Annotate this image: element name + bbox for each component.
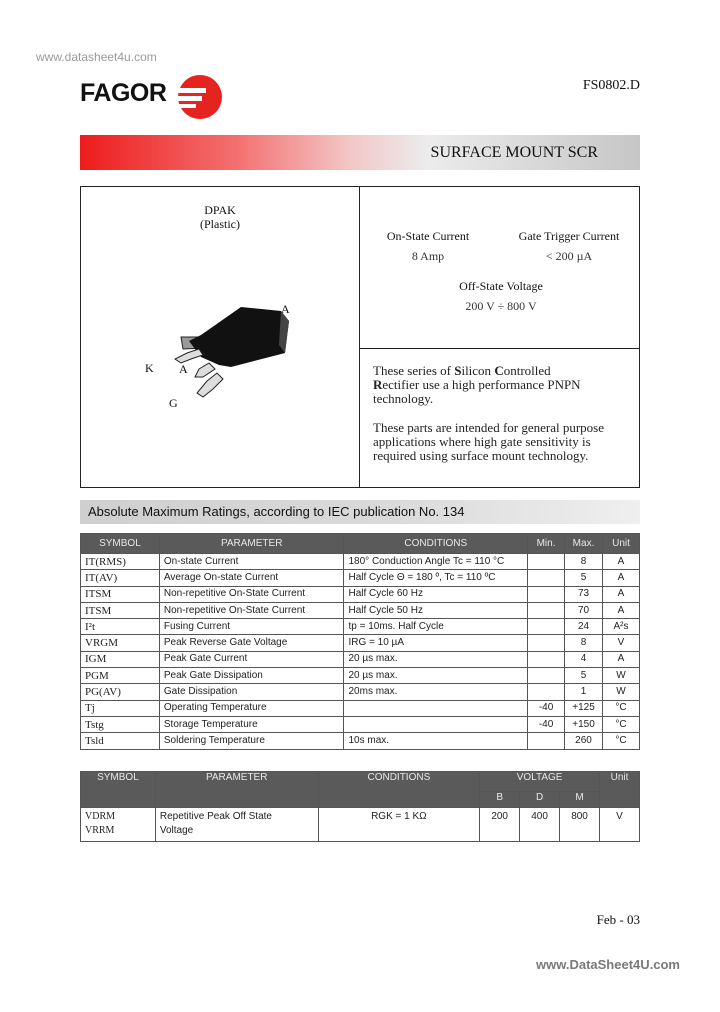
cell-min [528,733,565,749]
table-row [81,733,640,749]
cell-conditions: 20ms max. [344,684,528,700]
on-state-value: 8 Amp [411,249,445,263]
cell-symbol: IT(AV) [81,570,160,586]
pin-label-g: G [169,396,178,410]
cell-conditions: 10s max. [344,733,528,749]
cell-conditions [344,700,528,716]
brand-logo-icon [176,74,224,120]
description-paragraph-2: These parts are intended for general purpose applications where high gate sensitivity is required using surface mount technology. [373,420,605,463]
v-header-unit: Unit [600,772,640,808]
cell-conditions: IRG = 10 µA [344,635,528,651]
cell-unit: A [603,586,640,602]
table-row [81,586,640,602]
cell-max: +125 [565,700,603,716]
cell-unit: A [603,602,640,618]
table-row [81,700,640,716]
cell-symbol: IGM [81,651,160,667]
cell-symbol: IT(RMS) [81,554,160,570]
cell-symbol: Tj [81,700,160,716]
cell-symbol: PG(AV) [81,684,160,700]
cell-parameter: Peak Gate Current [159,651,344,667]
cell-symbol: ITSM [81,602,160,618]
voltage-table [80,771,640,842]
v-header-conditions: CONDITIONS [318,772,480,808]
cell-parameter: Non-repetitive On-State Current [159,602,344,618]
cell-conditions: 20 µs max. [344,668,528,684]
v-cell-parameter: Repetitive Peak Off State Voltage [155,808,318,842]
cell-unit: °C [603,700,640,716]
cell-max: 1 [565,684,603,700]
v-cell-unit: V [600,808,640,842]
cell-conditions: Half Cycle 60 Hz [344,586,528,602]
cell-max: 260 [565,733,603,749]
header-symbol: SYMBOL [81,534,160,554]
cell-symbol: ITSM [81,586,160,602]
v-subheader-b: B [480,792,520,808]
cell-unit: °C [603,716,640,732]
ratings-title: Absolute Maximum Ratings, according to IEC publication No. 134 [88,504,465,519]
table-row [81,684,640,700]
cell-unit: A [603,570,640,586]
table-row [81,602,640,618]
v-cell-b: 200 [480,808,520,842]
v-cell-symbol: VDRM VRRM [81,808,156,842]
cell-max: +150 [565,716,603,732]
header-max: Max. [565,534,603,554]
table-row [81,651,640,667]
cell-min [528,602,565,618]
header-conditions: CONDITIONS [344,534,528,554]
v-subheader-m: M [560,792,600,808]
v-header-parameter: PARAMETER [155,772,318,808]
cell-min [528,570,565,586]
table-row [81,570,640,586]
header-unit: Unit [603,534,640,554]
description-paragraph-1: These series of Silicon Controlled Rectifier use a high performance PNPN technology. [373,363,581,406]
v-header-symbol: SYMBOL [81,772,156,808]
watermark-bottom: www.DataSheet4U.com [535,957,680,972]
cell-max: 8 [565,635,603,651]
cell-unit: A²s [603,619,640,635]
title-bar [80,135,640,170]
off-state-label: Off-State Voltage [459,279,543,293]
cell-parameter: Fusing Current [159,619,344,635]
cell-parameter: Peak Reverse Gate Voltage [159,635,344,651]
cell-unit: °C [603,733,640,749]
dpak-package-image [161,297,301,407]
voltage-data-row [81,808,640,842]
cell-unit: W [603,668,640,684]
table-header-row [81,534,640,554]
cell-unit: A [603,651,640,667]
cell-parameter: Non-repetitive On-State Current [159,586,344,602]
header-parameter: PARAMETER [159,534,344,554]
brand-logo-text: FAGOR [80,79,167,107]
off-state-value: 200 V ÷ 800 V [465,299,537,313]
cell-parameter: Peak Gate Dissipation [159,668,344,684]
cell-min [528,586,565,602]
table-row [81,668,640,684]
cell-min [528,684,565,700]
cell-max: 73 [565,586,603,602]
v-subheader-d: D [520,792,560,808]
cell-max: 5 [565,570,603,586]
cell-conditions: 180° Conduction Angle Tc = 110 °C [344,554,528,570]
cell-parameter: Gate Dissipation [159,684,344,700]
cell-conditions: tp = 10ms. Half Cycle [344,619,528,635]
part-number: FS0802.D [582,78,640,93]
pin-label-k: K [145,361,154,375]
cell-symbol: PGM [81,668,160,684]
voltage-header-row [81,772,640,792]
table-row [81,554,640,570]
cell-parameter: On-state Current [159,554,344,570]
cell-unit: V [603,635,640,651]
on-state-label: On-State Current [386,229,470,243]
cell-conditions [344,716,528,732]
overview-divider-vertical [359,187,360,487]
overview-box [80,186,640,488]
cell-max: 24 [565,619,603,635]
gate-trigger-value: < 200 µA [545,249,593,263]
v-cell-condition: RGK = 1 KΩ [318,808,480,842]
table-row [81,716,640,732]
absolute-ratings-table [80,533,640,750]
cell-parameter: Average On-state Current [159,570,344,586]
cell-min [528,635,565,651]
cell-max: 70 [565,602,603,618]
cell-conditions: Half Cycle 50 Hz [344,602,528,618]
cell-unit: A [603,554,640,570]
v-cell-d: 400 [520,808,560,842]
cell-unit: W [603,684,640,700]
cell-min [528,554,565,570]
pin-label-a-top: A [281,302,290,316]
revision-date: Feb - 03 [596,912,640,927]
gate-trigger-label: Gate Trigger Current [518,229,620,243]
cell-parameter: Soldering Temperature [159,733,344,749]
cell-symbol: Tstg [81,716,160,732]
cell-parameter: Storage Temperature [159,716,344,732]
table-row [81,619,640,635]
cell-parameter: Operating Temperature [159,700,344,716]
cell-min [528,651,565,667]
overview-divider-horizontal [359,348,639,349]
cell-conditions: 20 µs max. [344,651,528,667]
cell-min [528,619,565,635]
cell-min: -40 [528,700,565,716]
header-min: Min. [528,534,565,554]
watermark-top: www.datasheet4u.com [36,50,157,64]
cell-conditions: Half Cycle Θ = 180 º, Tc = 110 ºC [344,570,528,586]
v-header-voltage: VOLTAGE [480,772,600,792]
cell-symbol: Tsld [81,733,160,749]
page-title: SURFACE MOUNT SCR [430,144,598,161]
cell-min: -40 [528,716,565,732]
cell-symbol: I²t [81,619,160,635]
cell-max: 5 [565,668,603,684]
package-material: (Plastic) [200,217,240,231]
package-name: DPAK [204,203,236,217]
v-cell-m: 800 [560,808,600,842]
pin-label-a: A [179,362,188,376]
cell-max: 8 [565,554,603,570]
cell-symbol: VRGM [81,635,160,651]
cell-min [528,668,565,684]
table-row [81,635,640,651]
cell-max: 4 [565,651,603,667]
ratings-section-bar [80,500,640,524]
